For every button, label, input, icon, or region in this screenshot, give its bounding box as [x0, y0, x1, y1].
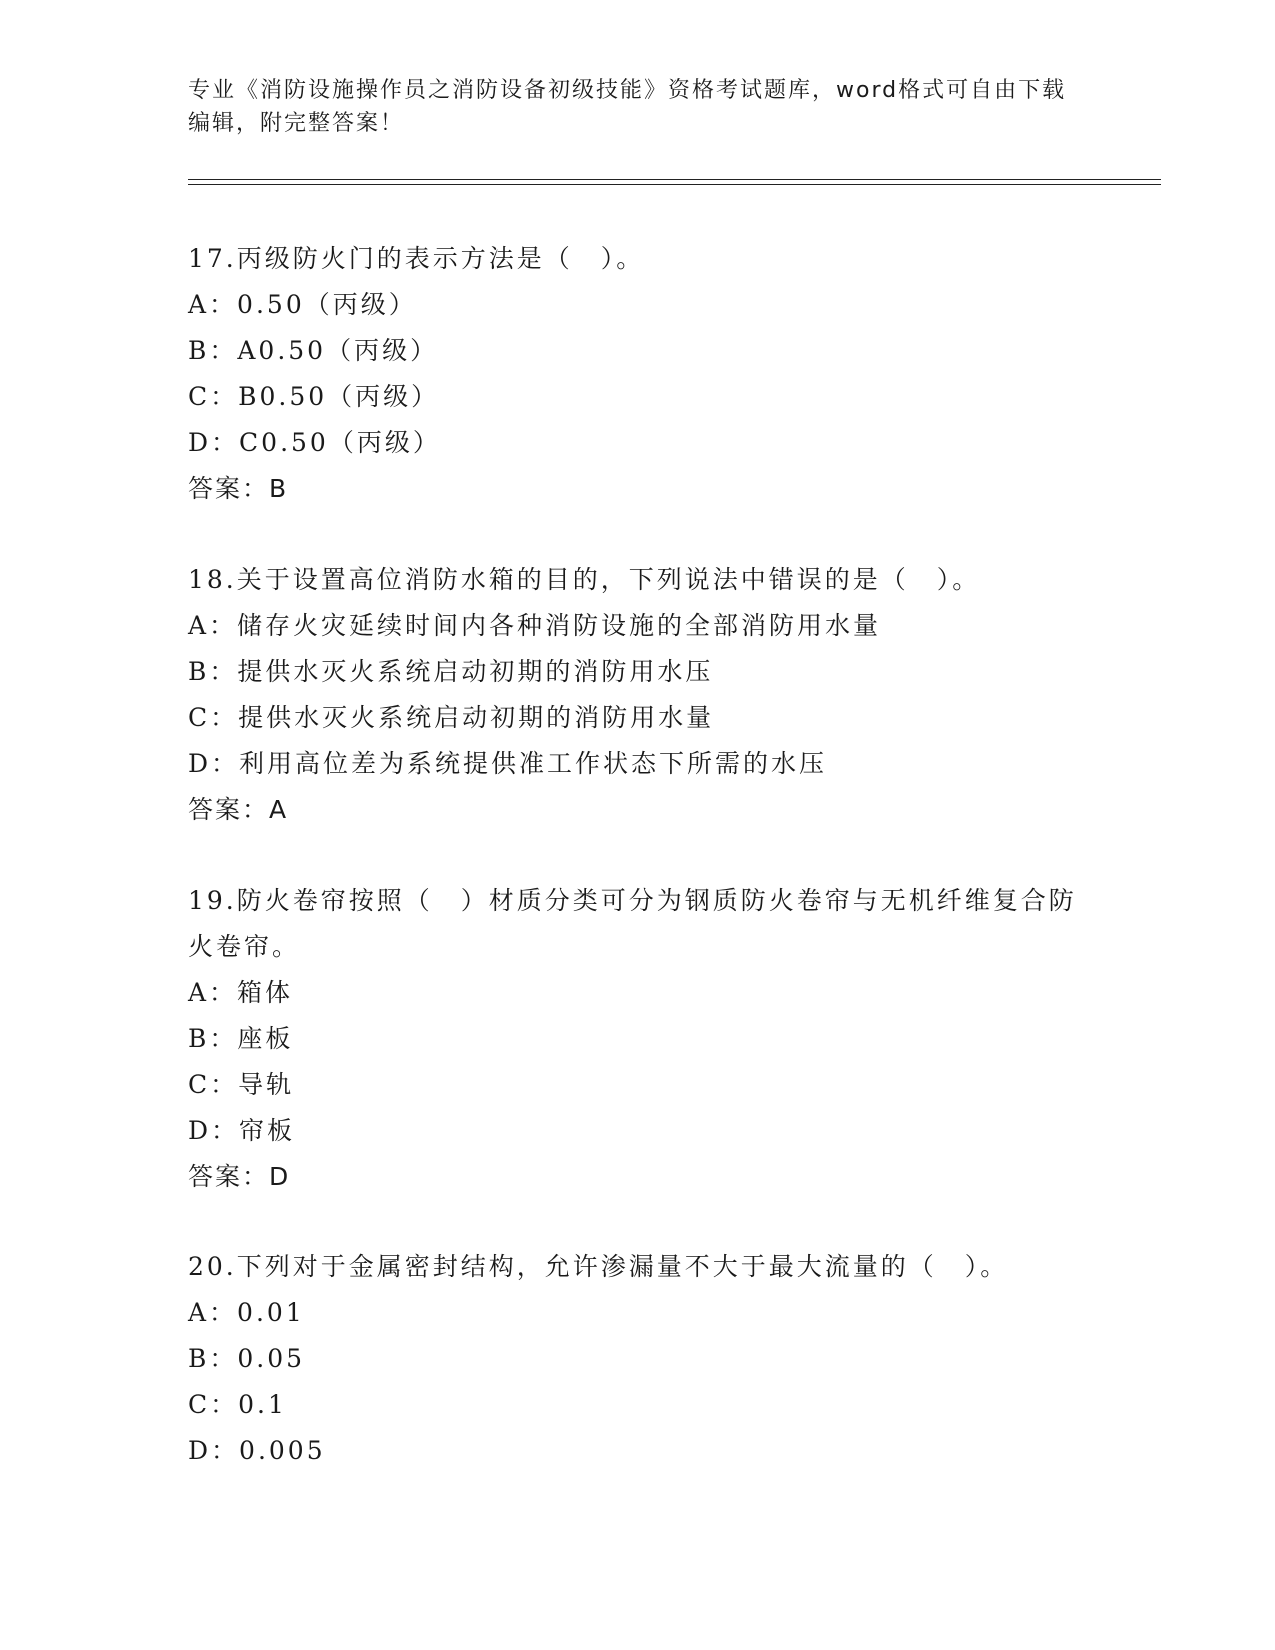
- header-intro: 专业《消防设施操作员之消防设备初级技能》资格考试题库，word格式可自由下载编辑，附完整答案！: [188, 78, 1067, 136]
- question-stem: 19.防火卷帘按照（ ）材质分类可分为钢质防火卷帘与无机纤维复合防火卷帘。: [188, 886, 1077, 961]
- option-b: B：0.05: [188, 1344, 306, 1373]
- question-stem: 17.丙级防火门的表示方法是（ ）。: [188, 244, 645, 273]
- option-b: B：座板: [188, 1024, 294, 1053]
- answer-label: 答案：A: [188, 795, 289, 824]
- question-stem: 18.关于设置高位消防水箱的目的，下列说法中错误的是（ ）。: [188, 565, 981, 594]
- option-d: D：利用高位差为系统提供准工作状态下所需的水压: [188, 749, 828, 778]
- option-a: A：储存火灾延续时间内各种消防设施的全部消防用水量: [188, 611, 882, 640]
- option-b: B：提供水灭火系统启动初期的消防用水压: [188, 657, 714, 686]
- option-a: A：0.50（丙级）: [188, 290, 417, 319]
- answer-label: 答案：B: [188, 474, 289, 503]
- question-stem: 20.下列对于金属密封结构，允许渗漏量不大于最大流量的（ ）。: [188, 1252, 1009, 1281]
- option-a: A：箱体: [188, 978, 294, 1007]
- option-d: D：帘板: [188, 1116, 296, 1145]
- option-c: C：导轨: [188, 1070, 295, 1099]
- option-d: D：0.005: [188, 1436, 326, 1465]
- question-17: [188, 236, 1088, 512]
- option-c: C：B0.50（丙级）: [188, 382, 440, 411]
- header-rule-top: [188, 179, 1161, 180]
- question-19: [188, 878, 1088, 1200]
- option-c: C：0.1: [188, 1390, 287, 1419]
- question-18: [188, 557, 1088, 833]
- answer-label: 答案：D: [188, 1162, 291, 1191]
- option-b: B：A0.50（丙级）: [188, 336, 439, 365]
- question-20: [188, 1244, 1088, 1474]
- option-a: A：0.01: [188, 1298, 305, 1327]
- header-rule-bottom: [188, 184, 1161, 185]
- option-c: C：提供水灭火系统启动初期的消防用水量: [188, 703, 715, 732]
- option-d: D：C0.50（丙级）: [188, 428, 441, 457]
